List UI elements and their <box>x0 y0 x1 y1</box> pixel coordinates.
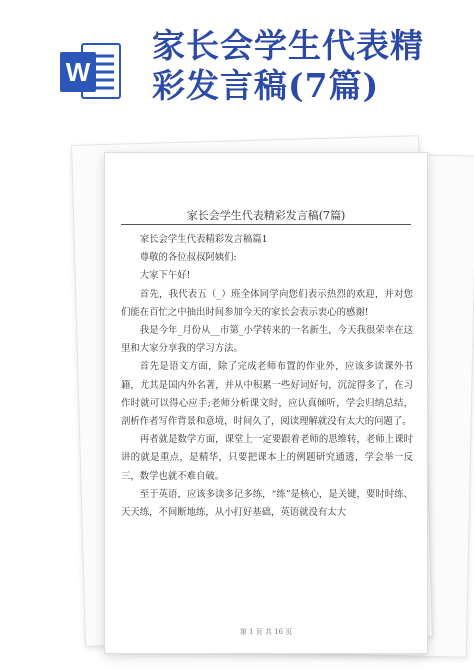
page-footer: 第 1 页 共 16 页 <box>239 628 293 636</box>
paragraph: 我是今年_月份从__市第_小学转来的一名新生，今天我很荣幸在这里和大家分享我的学习方法。 <box>121 325 413 355</box>
paragraph: 首先是语文方面，除了完成老师布置的作业外，应该多读课外书籍，尤其是国内外名著，并从中积累一些好词好句，沉淀得多了，在习作时就可以得心应手;老师分析课文时，应认真倾听，学会归纳总结，剖析作者写作背景和意境，时间久了，阅读理解就没有太大的问题了。 <box>121 361 413 428</box>
document-body <box>121 231 413 522</box>
word-logo-letter: W <box>65 57 91 87</box>
word-document-icon <box>58 38 124 104</box>
paragraph: 首先，我代表五（_）班全体同学向您们表示热烈的欢迎，并对您们能在百忙之中抽出时间参加今天的家长会表示衷心的感谢! <box>121 288 413 318</box>
cover-header <box>0 0 474 120</box>
running-header: 家长会学生代表精彩发言稿(7篇) <box>186 209 346 222</box>
paragraph: 家长会学生代表精彩发言稿篇1 <box>139 234 268 245</box>
paragraph: 大家下午好! <box>139 270 191 282</box>
cover-title-line2: 彩发言稿(7篇) <box>152 66 380 105</box>
document-preview <box>78 138 470 658</box>
paragraph: 尊敬的各位叔叔阿姨们: <box>139 252 237 264</box>
cover-title-line1: 家长会学生代表精 <box>152 26 424 65</box>
header-rule <box>121 224 411 225</box>
paragraph: 至于英语，应该多读多记多练，“练”是核心，是关键，要时时练、天天练，不间断地练，从小打好基础，英语就没有太大 <box>121 488 413 519</box>
paragraph: 再者就是数学方面，课堂上一定要跟着老师的思维转，老师上课时讲的就是重点，是精华，只要把课本上的例题研究通透，学会举一反三，数学也就不难自破。 <box>121 434 413 482</box>
cover-title <box>152 26 452 106</box>
document-page <box>104 152 428 654</box>
